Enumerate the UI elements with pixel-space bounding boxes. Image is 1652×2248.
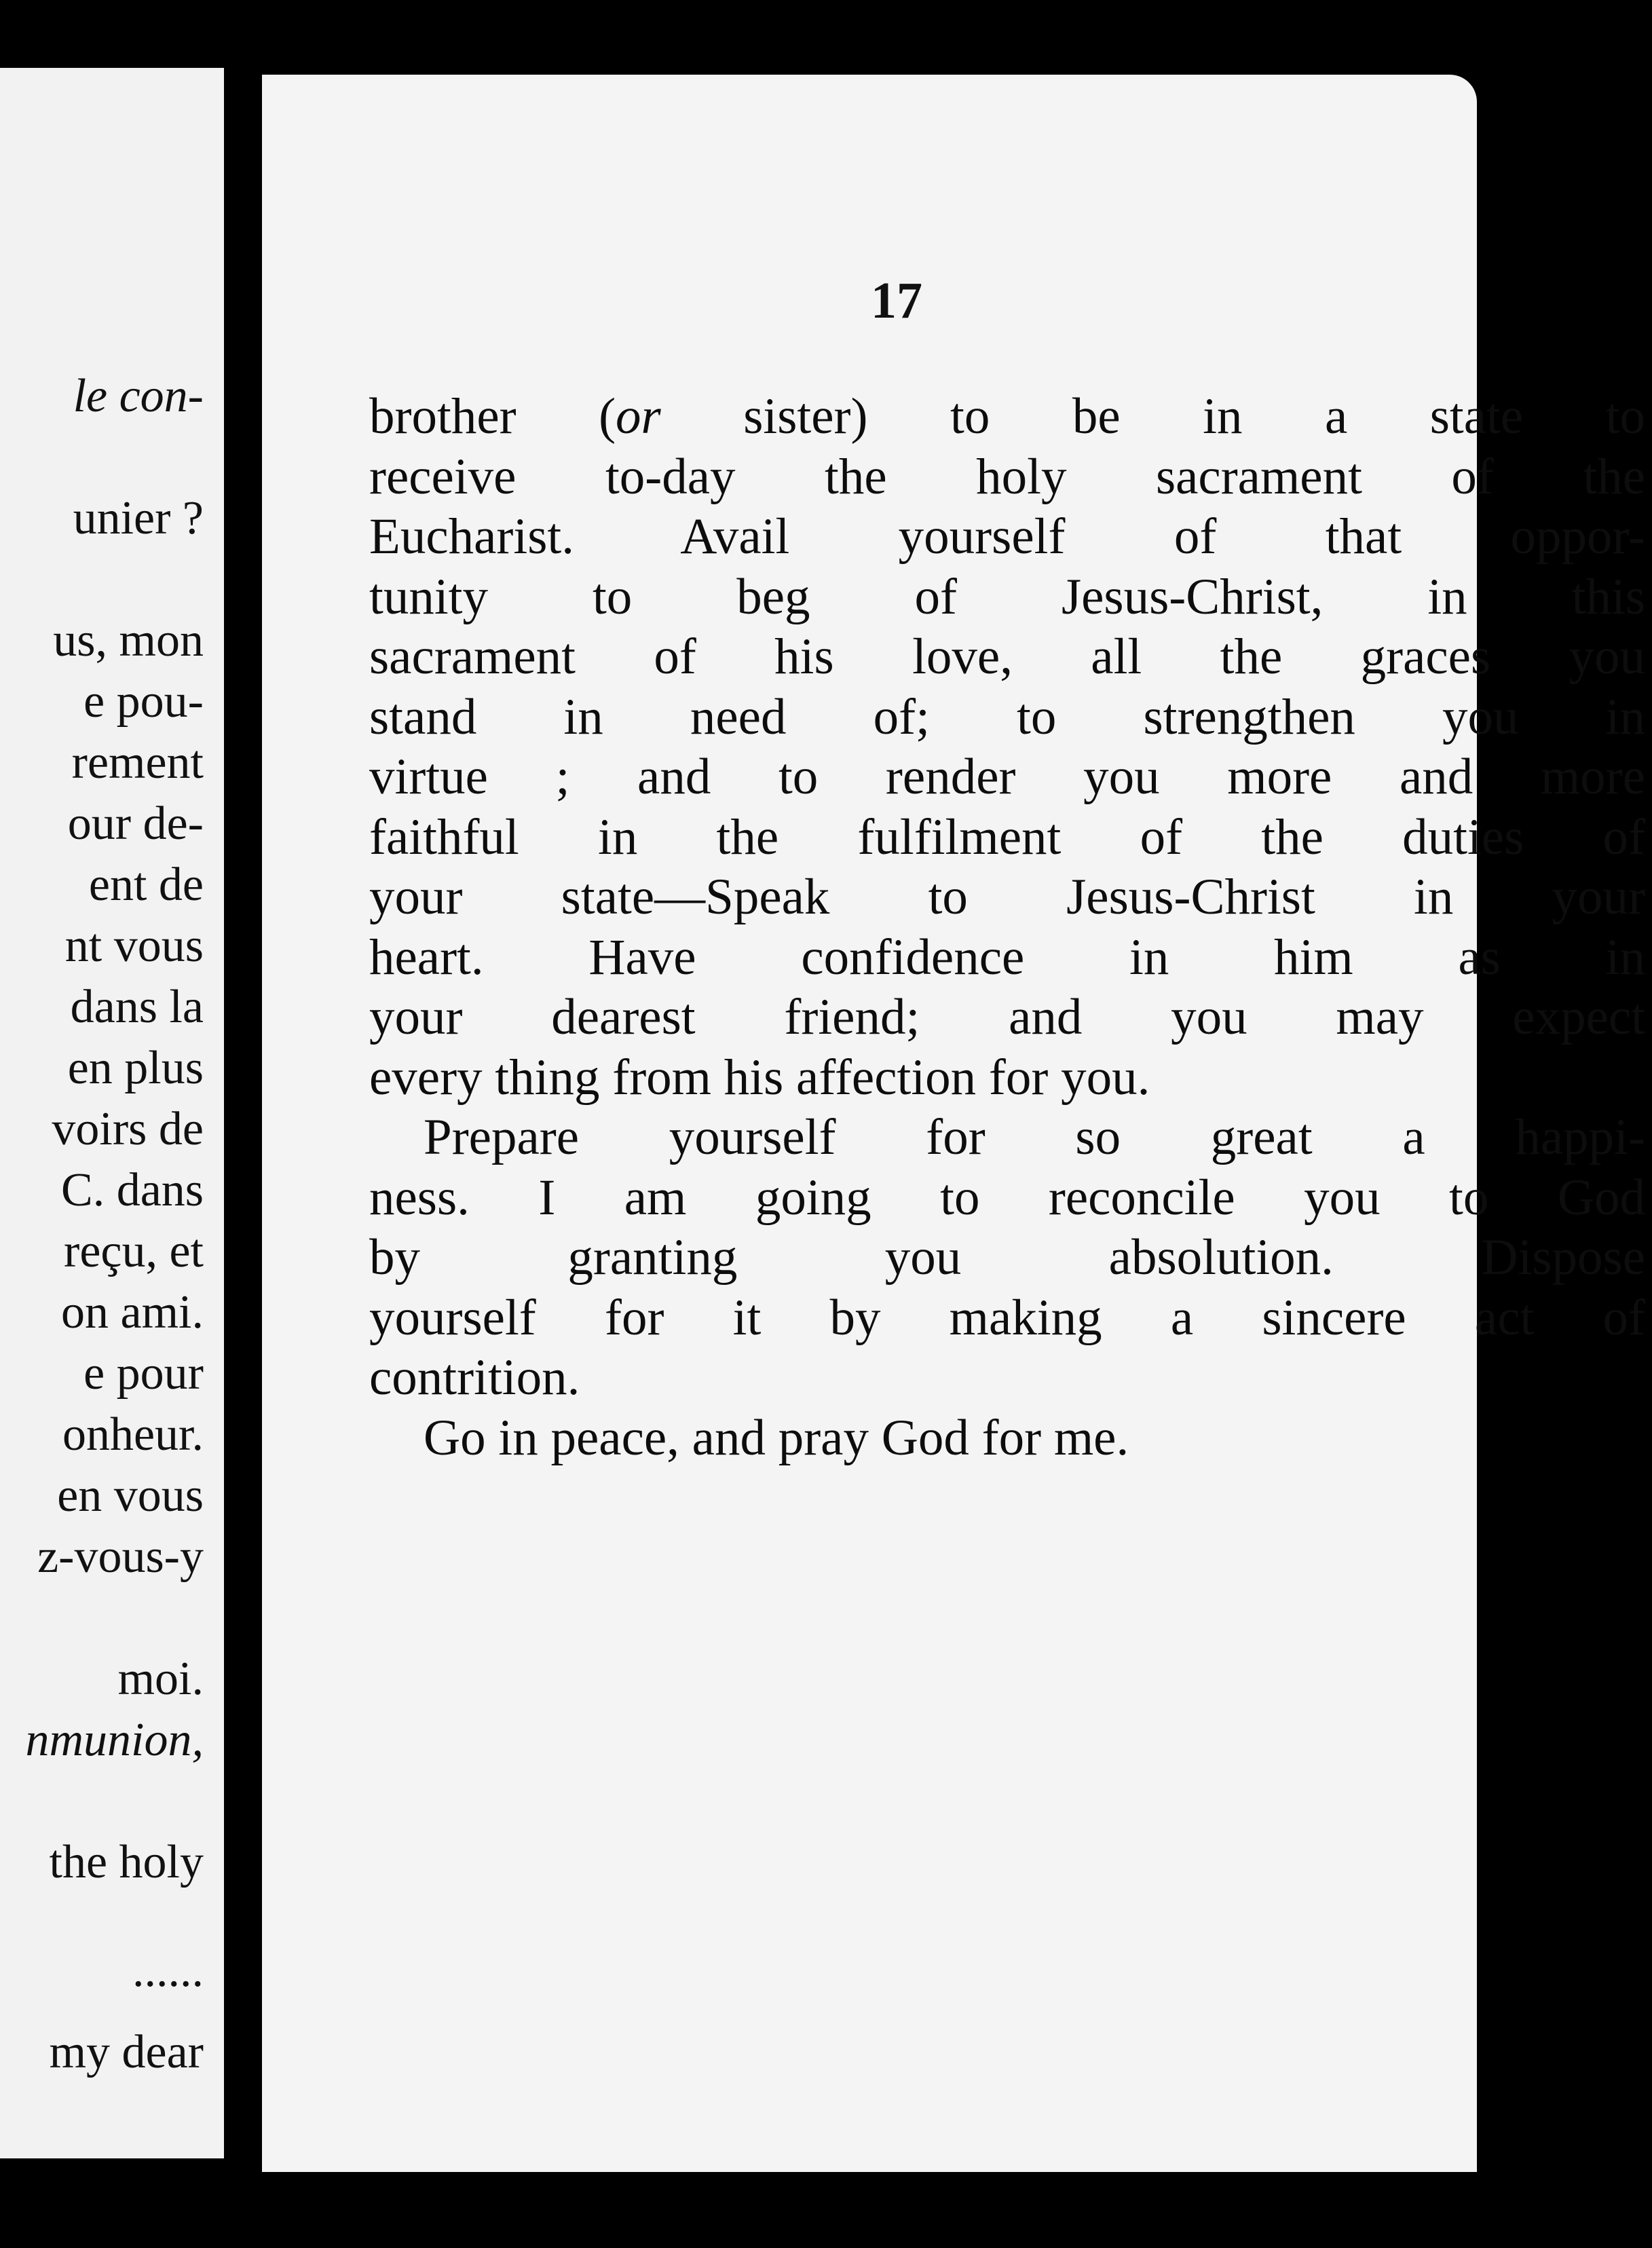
left-page-line: ...... (132, 1945, 204, 1997)
text-line: faithful in the fulfilment of the duties of (369, 808, 1645, 865)
left-page-line: us, mon (53, 614, 204, 667)
text-line: your state—Speak to Jesus-Christ in your (369, 869, 1645, 925)
right-page (262, 75, 1645, 2172)
text-line: Eucharist. Avail yourself of that oppor- (369, 508, 1645, 565)
text-line: heart. Have confidence in him as in (369, 929, 1645, 986)
left-page-line: dans la (70, 981, 204, 1033)
left-page-line: z-vous-y (37, 1531, 204, 1583)
left-page-line: my dear (49, 2026, 204, 2078)
left-page-line: voirs de (52, 1103, 204, 1155)
left-page-line: onheur. (62, 1408, 204, 1461)
left-page-line: unier ? (73, 492, 204, 544)
text-line: ness. I am going to reconcile you to God (369, 1169, 1645, 1226)
left-page-line: our de- (67, 798, 204, 850)
left-page-line: moi. (117, 1653, 204, 1705)
left-page-line: le con- (73, 370, 204, 422)
left-page-line: en vous (57, 1469, 204, 1522)
left-page (0, 68, 224, 2158)
left-page-line: the holy (49, 1836, 204, 1888)
page-body-text (369, 387, 1652, 1468)
left-page-line: reçu, et (64, 1225, 204, 1277)
text-line: receive to-day the holy sacrament of the (369, 448, 1645, 505)
text-line: sacrament of his love, all the graces you (369, 629, 1645, 685)
left-page-line: on ami. (61, 1286, 204, 1338)
left-page-line: nt vous (64, 920, 204, 972)
text-line: stand in need of; to strengthen you in (369, 688, 1645, 745)
left-page-line: e pou- (83, 675, 204, 728)
left-page-line: nmunion, (25, 1714, 204, 1766)
page-number: 17 (871, 272, 922, 329)
left-page-line: en plus (67, 1042, 204, 1094)
text-line: Go in peace, and pray God for me. (424, 1409, 1129, 1466)
left-page-line: rement (71, 736, 204, 789)
left-page-line: e pour (83, 1347, 204, 1400)
left-page-line: ent de (88, 859, 204, 911)
text-line: contrition. (369, 1349, 580, 1406)
text-line: by granting you absolution. Dispose (369, 1229, 1645, 1286)
text-line: yourself for it by making a sincere act of (369, 1289, 1645, 1346)
book-gutter (224, 54, 262, 2179)
left-page-line: C. dans (61, 1164, 204, 1216)
text-line: brother (or sister) to be in a state to (369, 388, 1645, 445)
text-line: tunity to beg of Jesus-Christ, in this (369, 568, 1645, 625)
text-line: virtue ; and to render you more and more (369, 749, 1645, 805)
text-line: your dearest friend; and you may expect (369, 989, 1645, 1045)
text-line: Prepare yourself for so great a happi- (424, 1109, 1645, 1165)
text-line: every thing from his affection for you. (369, 1049, 1150, 1106)
